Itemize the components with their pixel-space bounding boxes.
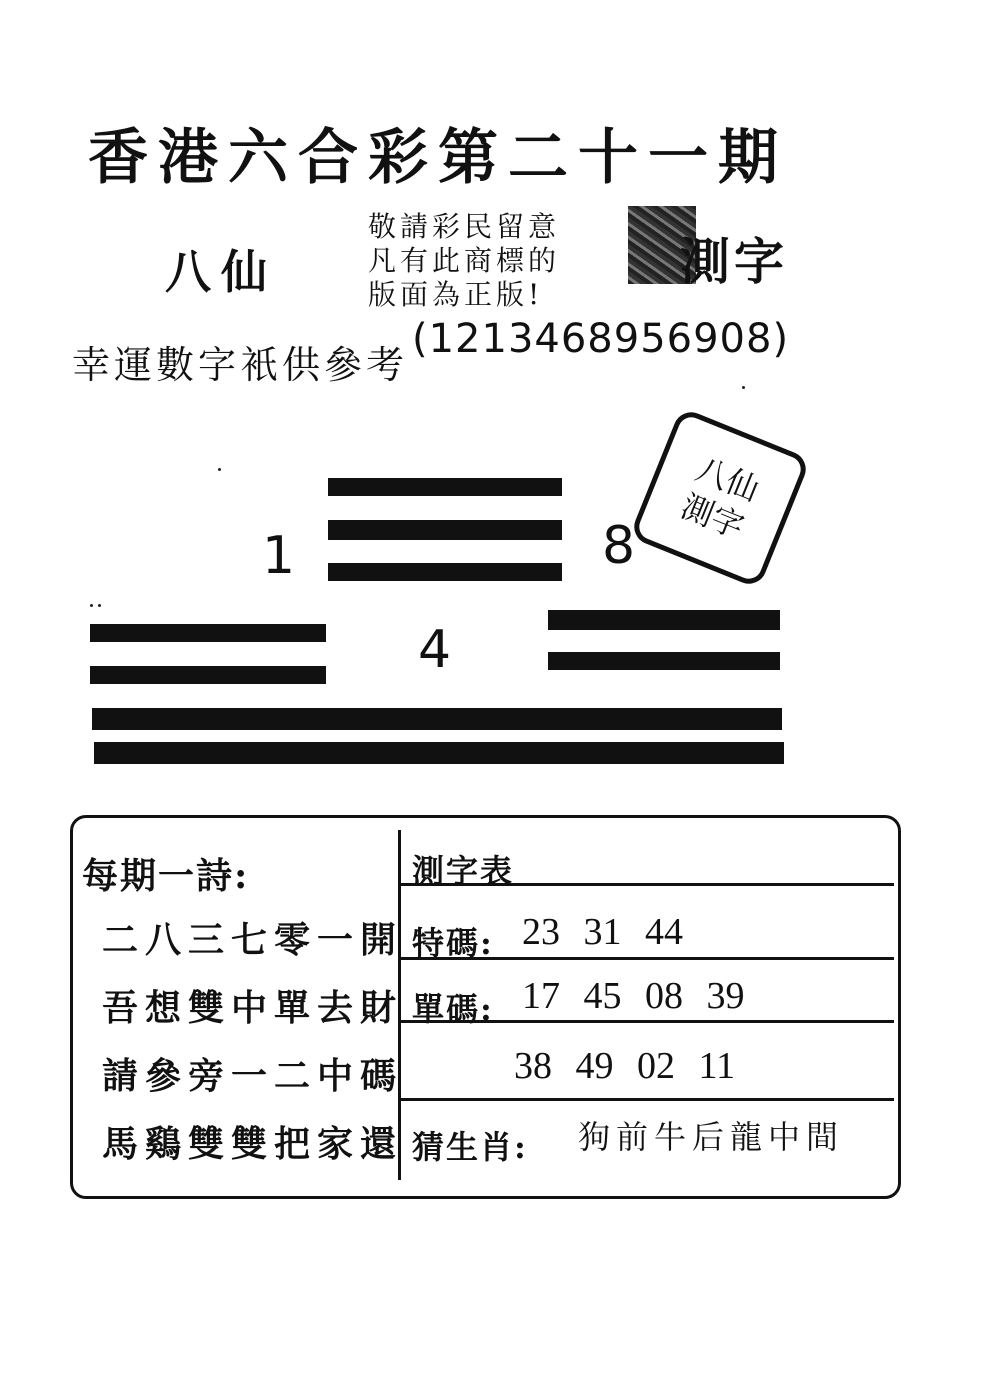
notice-line: 版面為正版! (368, 278, 544, 311)
zodiac-label: 猜生肖: (412, 1128, 528, 1166)
trigram-center-number: 4 (418, 620, 452, 680)
poem-line: 二八三七零一開 (102, 919, 404, 961)
notice-line: 敬請彩民留意 (368, 210, 561, 243)
extra-number-values: 38 49 02 11 (514, 1045, 736, 1087)
authenticity-notice (368, 210, 618, 312)
scan-speck (98, 604, 101, 607)
trigram-left-number: 1 (262, 526, 296, 586)
poem-line: 吾想雙中單去財 (102, 987, 404, 1029)
trigram-right-line-1 (548, 610, 780, 630)
trademark-logo-text: 測字 (680, 232, 788, 291)
single-number-values: 17 45 08 39 (522, 975, 745, 1017)
trigram-left-line-2 (90, 666, 326, 684)
trigram-right-number: 8 (602, 516, 636, 576)
scan-speck (90, 604, 93, 607)
stamp-line: 測字 (675, 486, 750, 547)
trigram-left-line-1 (90, 624, 326, 642)
trigram-top-line-3 (328, 563, 562, 581)
table-row-divider (400, 1098, 894, 1101)
scan-speck (218, 468, 221, 471)
page-title: 香港六合彩第二十一期 (88, 123, 788, 193)
stamp-line: 八仙 (690, 449, 765, 510)
zodiac-value: 狗前牛后龍中間 (578, 1118, 845, 1156)
trigram-top-line-1 (328, 478, 562, 496)
table-title: 測字表 (412, 852, 515, 890)
poem-line: 馬鷄雙雙把家還 (102, 1123, 404, 1165)
trigram-full-line-2 (94, 742, 784, 764)
scan-speck (742, 386, 745, 389)
trigram-full-line-1 (92, 708, 782, 730)
baxian-stamp (629, 407, 811, 589)
lucky-numbers-label: 幸運數字衹供參考 (72, 343, 409, 387)
poem-title: 每期一詩: (82, 855, 250, 897)
notice-line: 凡有此商標的 (368, 244, 561, 277)
single-number-label: 單碼: (412, 990, 494, 1028)
trigram-top-line-2 (328, 520, 562, 540)
trigram-right-line-2 (548, 652, 780, 670)
special-number-label: 特碼: (412, 924, 494, 962)
special-number-values: 23 31 44 (522, 911, 683, 953)
lucky-numbers-value: (1213468956908) (412, 316, 790, 362)
poem-line: 請參旁一二中碼 (102, 1055, 404, 1097)
brand-name: 八仙 (165, 245, 277, 299)
